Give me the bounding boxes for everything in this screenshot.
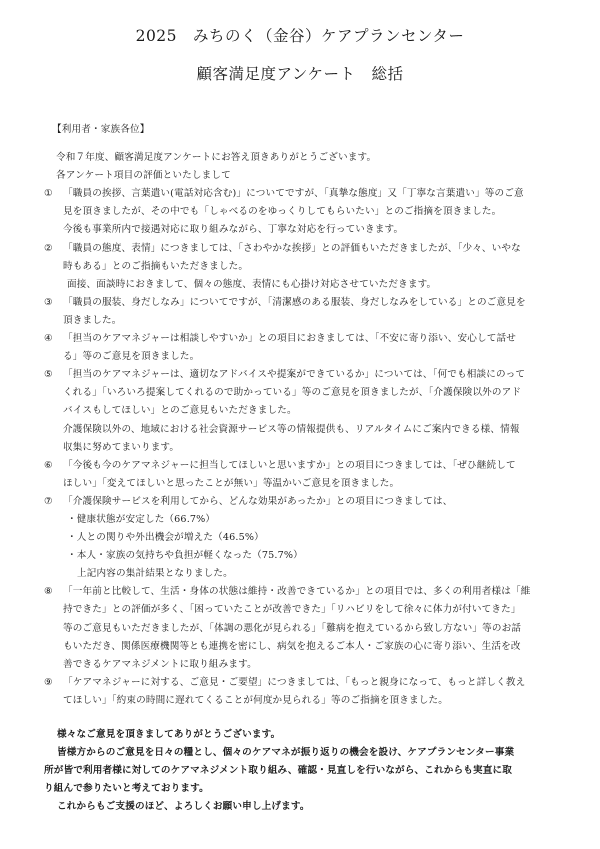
survey-item-9 (44, 674, 574, 710)
spacer (44, 710, 574, 726)
item-text-line: 「担当のケアマネジャーは相談しやすいか」との項目におきましては、「不安に寄り添い、安心して話せ (63, 333, 516, 345)
intro-line: 各アンケート項目の評価といたしまして (56, 170, 231, 182)
closing-message (44, 726, 574, 816)
item-text-line: てほしい」「約束の時間に遅れてくることが何度か見られる」等のご指摘を頂きました。 (63, 694, 448, 706)
item-number: ① (44, 188, 53, 200)
item-number: ④ (44, 333, 53, 345)
closing-line: り組んで参りたいと考えております。 (44, 783, 209, 795)
item-number: ② (44, 242, 53, 254)
item-text-line: 頂きました。 (63, 314, 122, 326)
survey-item-1 (44, 185, 574, 239)
survey-item-5 (44, 366, 574, 456)
intro-line: 令和７年度、顧客満足度アンケートにお答え頂きありがとうございます。 (56, 152, 377, 164)
spacer (44, 139, 574, 149)
item-text-line: くれる」「いろいろ提案してくれるので助かっている」等のご意見を頂きましたが、「介護保険以外のアド (63, 387, 522, 399)
item-text-line: 「担当のケアマネジャーは、適切なアドバイスや提案ができているか」については、「何でも相談にのって (63, 369, 526, 381)
item-text-line: 今後も事業所内で接遇対応に取り組みながら、丁寧な対応を行っていきます。 (63, 224, 404, 236)
item-text-line: 面接、面談時におきまして、個々の態度、表情にも心掛け対応させていただきます。 (67, 278, 437, 290)
item-text-line: 「職員の服装、身だしなみ」についてですが、「清潔感のある服装、身だしなみをしている」とのご意見を (63, 296, 526, 308)
item-number: ⑤ (44, 369, 53, 381)
item-text-line: ほしい」「変えてほしいと思ったことが無い」等温かいご意見を頂きました。 (63, 477, 400, 489)
salutation: 【利用者・家族各位】 (52, 124, 150, 135)
item-text-line: 持できた」との評価が多く、「困っていたことが改善できた」「リハビリをして徐々に体力が付いてきた」 (63, 604, 521, 616)
document-body (44, 121, 574, 816)
item-number: ⑧ (44, 586, 53, 598)
survey-item-3 (44, 294, 574, 330)
result-bullet: ・健康状態が安定した（66.7%） (67, 513, 216, 525)
item-text-line: 「職員の挨拶、言葉遣い(電話対応含む)」についてですが、「真摯な態度」又「丁寧な言葉遣い」等のご意 (63, 188, 524, 200)
survey-item-6 (44, 457, 574, 493)
item-text-line: 介護保険以外の、地域における社会資源サービス等の情報提供も、リアルタイムにご案内できる様、情報 (63, 423, 520, 435)
item-text-line: バイスもしてほしい」とのご意見もいただきました。 (63, 405, 297, 417)
survey-item-2 (44, 240, 574, 294)
item-number: ⑥ (44, 459, 53, 471)
survey-item-7 (44, 493, 574, 583)
item-text-line: る」等のご意見を頂きました。 (63, 351, 200, 363)
result-bullet: ・人との関りや外出機会が増えた（46.5%） (67, 532, 264, 544)
item-text-line: 善できるケアマネジメントに取り組みます。 (63, 658, 257, 670)
closing-line: 所が皆で利用者様に対してのケアマネジメント取り組み、確認・見直しを行いながら、これからも実直に取 (44, 765, 512, 777)
survey-item-4 (44, 330, 574, 366)
result-note: 上記内容の集計結果となりました。 (77, 568, 233, 580)
item-text-line: 「介護保険サービスを利用してから、どんな効果があったか」との項目につきましては、 (63, 495, 453, 507)
closing-line: 様々なご意見を頂きましてありがとうございます。 (57, 729, 281, 740)
item-text-line: 「ケアマネジャーに対する、ご意見・ご要望」につきましては、「もっと親身になって、もっと詳しく教え (63, 676, 526, 688)
item-text-line: もいただき、関係医療機関等とも連携を密にし、病気を抱えるご本人・ご家族の心に寄り添い、生活を改 (63, 640, 521, 652)
item-text-line: 「職員の態度、表情」につきましては、「さわやかな挨拶」との評価もいただきましたが、「少々、いやな (63, 242, 521, 254)
item-text-line: 時もある」とのご指摘もいただきました。 (63, 260, 249, 272)
item-text-line: 見を頂きましたが、その中でも「しゃべるのをゆっくりしてもらいたい」とのご指摘を頂きました。 (63, 206, 502, 218)
closing-line: これからもご支援のほど、よろしくお願い申し上げます。 (57, 801, 310, 813)
result-bullet: ・本人・家族の気持ちや負担が軽くなった（75.7%） (67, 550, 303, 562)
item-number: ③ (44, 296, 53, 308)
item-text-line: 収集に努めてまいります。 (63, 441, 180, 453)
item-text-line: 等のご意見もいただきましたが、「体調の悪化が見られる」「難病を抱えているから致し方ない」等のお話 (63, 622, 522, 634)
document-title: 2025 みちのく（金谷）ケアプランセンター (135, 27, 465, 45)
item-number: ⑦ (44, 495, 53, 507)
survey-item-8 (44, 583, 574, 673)
closing-line: 皆様方からのご意見を日々の糧とし、個々のケアマネが振り返りの機会を設け、ケアプランセンター事業 (57, 747, 515, 759)
document-subtitle: 顧客満足度アンケート 総括 (196, 65, 404, 83)
item-text-line: 「一年前と比較して、生活・身体の状態は維持・改善できているか」との項目では、多くの利用者様は「維 (63, 586, 531, 598)
item-number: ⑨ (44, 676, 53, 688)
item-text-line: 「今後も今のケアマネジャーに担当してほしいと思いますか」との項目につきましては、「ぜひ継続して (63, 459, 516, 471)
